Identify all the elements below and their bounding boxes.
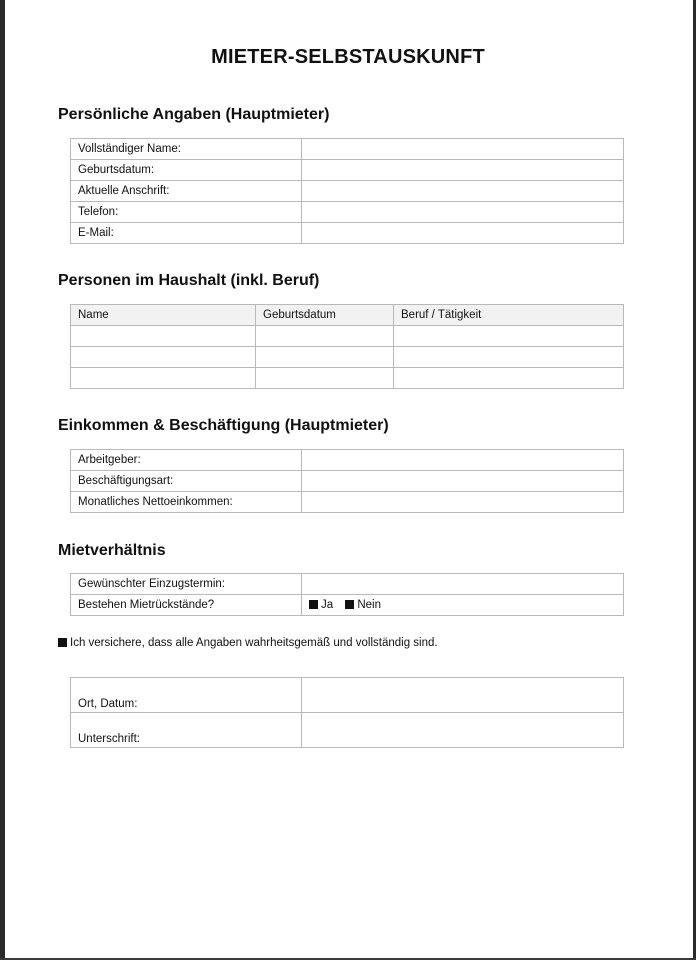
tenancy-table <box>70 573 624 616</box>
table-row <box>71 678 624 713</box>
table-row <box>71 368 624 389</box>
household-occupation-cell[interactable] <box>394 368 624 389</box>
household-birthdate-cell[interactable] <box>256 368 394 389</box>
field-net-income[interactable] <box>302 492 624 513</box>
field-label-full-name: Vollständiger Name: <box>71 139 302 160</box>
field-email[interactable] <box>302 223 624 244</box>
income-table <box>70 449 624 513</box>
option-no[interactable] <box>345 599 381 611</box>
table-row <box>71 181 624 202</box>
declaration-checkbox-icon[interactable] <box>58 638 67 647</box>
personal-table <box>70 138 624 244</box>
declaration <box>58 637 438 649</box>
table-row <box>71 471 624 492</box>
table-row <box>71 713 624 748</box>
section-income-heading: Einkommen & Beschäftigung (Hauptmieter) <box>58 417 389 434</box>
table-row <box>71 492 624 513</box>
field-label-rent-arrears: Bestehen Mietrückstände? <box>71 595 302 616</box>
field-label-phone: Telefon: <box>71 202 302 223</box>
field-label-employer: Arbeitgeber: <box>71 450 302 471</box>
household-birthdate-cell[interactable] <box>256 347 394 368</box>
table-row <box>71 139 624 160</box>
signature-table <box>70 677 624 748</box>
field-label-place-date: Ort, Datum: <box>71 678 302 713</box>
table-row <box>71 347 624 368</box>
field-employer[interactable] <box>302 450 624 471</box>
table-row <box>71 574 624 595</box>
field-label-email: E-Mail: <box>71 223 302 244</box>
field-phone[interactable] <box>302 202 624 223</box>
table-row <box>71 202 624 223</box>
field-label-address: Aktuelle Anschrift: <box>71 181 302 202</box>
field-label-net-income: Monatliches Nettoeinkommen: <box>71 492 302 513</box>
table-row <box>71 595 624 616</box>
column-header-name: Name <box>71 305 256 326</box>
section-personal-heading: Persönliche Angaben (Hauptmieter) <box>58 106 330 123</box>
table-row <box>71 223 624 244</box>
household-occupation-cell[interactable] <box>394 326 624 347</box>
field-employment-type[interactable] <box>302 471 624 492</box>
household-name-cell[interactable] <box>71 368 256 389</box>
table-row <box>71 450 624 471</box>
document-title: MIETER-SELBSTAUSKUNFT <box>211 46 485 68</box>
field-full-name[interactable] <box>302 139 624 160</box>
option-yes[interactable] <box>309 599 333 611</box>
field-place-date[interactable] <box>302 678 624 713</box>
table-header-row <box>71 305 624 326</box>
field-label-signature: Unterschrift: <box>71 713 302 748</box>
table-row <box>71 160 624 181</box>
option-yes-label: Ja <box>321 599 334 611</box>
column-header-birthdate: Geburtsdatum <box>256 305 394 326</box>
household-name-cell[interactable] <box>71 326 256 347</box>
table-row <box>71 326 624 347</box>
field-signature[interactable] <box>302 713 624 748</box>
field-label-employment-type: Beschäftigungsart: <box>71 471 302 492</box>
field-label-move-in-date: Gewünschter Einzugstermin: <box>71 574 302 595</box>
household-birthdate-cell[interactable] <box>256 326 394 347</box>
household-name-cell[interactable] <box>71 347 256 368</box>
column-header-occupation: Beruf / Tätigkeit <box>394 305 624 326</box>
section-household-heading: Personen im Haushalt (inkl. Beruf) <box>58 272 320 289</box>
field-address[interactable] <box>302 181 624 202</box>
checkbox-yes-icon[interactable] <box>309 600 318 609</box>
field-birthdate[interactable] <box>302 160 624 181</box>
rent-arrears-options <box>302 595 624 616</box>
declaration-text: Ich versichere, dass alle Angaben wahrheitsgemäß und vollständig sind. <box>70 637 438 649</box>
section-tenancy-heading: Mietverhältnis <box>58 542 166 559</box>
household-occupation-cell[interactable] <box>394 347 624 368</box>
checkbox-no-icon[interactable] <box>345 600 354 609</box>
field-label-birthdate: Geburtsdatum: <box>71 160 302 181</box>
field-move-in-date[interactable] <box>302 574 624 595</box>
option-no-label: Nein <box>357 599 382 611</box>
household-table <box>70 304 624 389</box>
